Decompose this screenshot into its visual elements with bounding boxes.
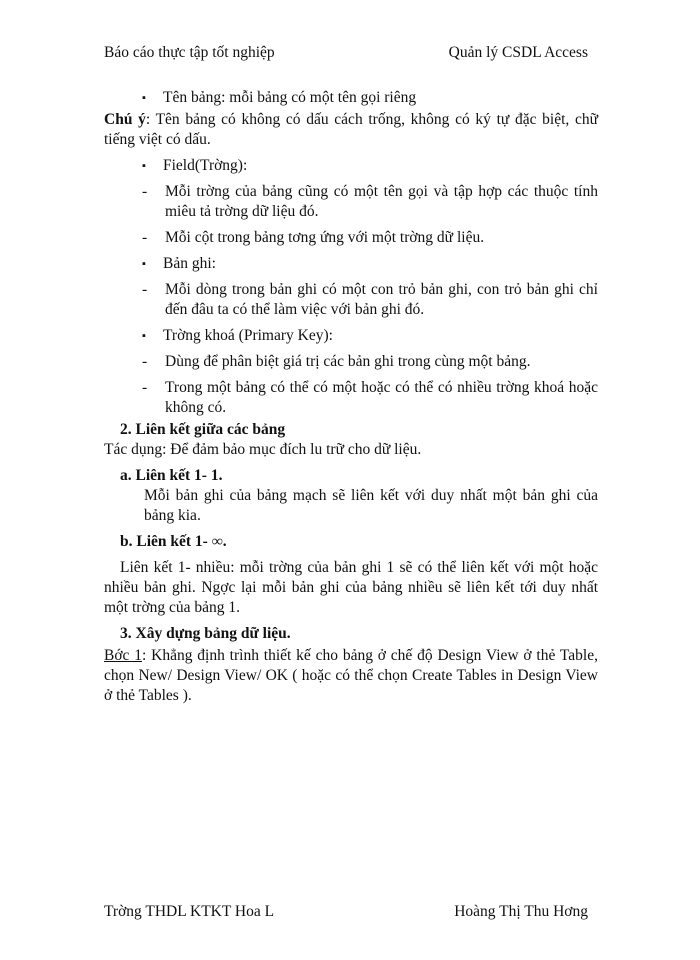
section-heading: 2. Liên kết giữa các bảng: [120, 421, 286, 438]
subsection-paragraph: [104, 558, 598, 618]
subsection-heading: a. Liên kết 1- 1.: [120, 467, 223, 484]
dash-text: Trong một bảng có thể có một hoặc có thể có nhiều trờng khoá hoặc không có.: [165, 379, 598, 416]
square-bullet-icon: ▪: [142, 160, 146, 172]
dash-text: Mỗi cột trong bảng tơng ứng với một trờng dữ liệu.: [165, 229, 485, 246]
bullet-text: Field(Trờng):: [163, 157, 248, 174]
bullet-text: Tên bảng: mỗi bảng có một tên gọi riêng: [163, 89, 417, 106]
page-body: [104, 88, 598, 706]
step-text: : Khẳng định trình thiết kế cho bảng ở chế độ Design View ở thẻ Table, chọn New/ Design View/ OK ( hoặc có thể chọn Create Tables in Design View ở thẻ Tables ).: [104, 647, 598, 704]
subsection-heading: b. Liên kết 1- ∞.: [120, 533, 227, 550]
square-bullet-icon: ▪: [142, 330, 146, 342]
footer-right-text: Hoàng Thị Thu Hơng: [454, 903, 588, 920]
page-header: [104, 44, 588, 62]
step-label: Bớc 1: [104, 647, 142, 664]
square-bullet-icon: ▪: [142, 92, 146, 104]
dash-bullet-icon: -: [142, 183, 148, 200]
bullet-item: [104, 88, 598, 108]
page-footer: [104, 903, 588, 921]
square-bullet-icon: ▪: [142, 258, 146, 270]
bullet-item: [104, 156, 598, 176]
dash-bullet-icon: -: [142, 281, 148, 298]
bullet-item: [104, 326, 598, 346]
bullet-item: [104, 254, 598, 274]
bullet-text: Trờng khoá (Primary Key):: [163, 327, 333, 344]
dash-text: Mỗi dòng trong bản ghi có một con trỏ bản ghi, con trỏ bản ghi chỉ đến đâu ta có thể làm việc với bản ghi đó.: [165, 281, 598, 318]
footer-left-text: Trờng THDL KTKT Hoa L: [104, 903, 275, 920]
dash-item: [104, 280, 598, 320]
dash-item: [104, 182, 598, 222]
dash-item: [104, 228, 598, 248]
dash-text: Dùng để phân biệt giá trị các bản ghi trong cùng một bảng.: [165, 353, 531, 370]
dash-bullet-icon: -: [142, 353, 148, 370]
paragraph-text: Liên kết 1- nhiều: mỗi trờng của bản ghi 1 sẽ có thể liên kết với một hoặc nhiều bản ghi. Ngợc lại mỗi bản ghi của bảng nhiều sẽ liên kết tới duy nhất một trờng của bảng 1.: [104, 559, 598, 616]
bullet-text: Bản ghi:: [163, 255, 216, 272]
note-text: : Tên bảng có không có dấu cách trống, không có ký tự đặc biệt, chữ tiếng việt có dấu.: [104, 111, 598, 148]
note-paragraph: [104, 110, 598, 150]
header-right-title: Quản lý CSDL Access: [448, 44, 588, 61]
section-heading: 3. Xây dựng bảng dữ liệu.: [120, 625, 291, 642]
section-paragraph: Tác dụng: Để đảm bảo mục đích lu trữ cho dữ liệu.: [104, 441, 422, 458]
dash-bullet-icon: -: [142, 229, 148, 246]
dash-bullet-icon: -: [142, 379, 148, 396]
dash-text: Mỗi trờng của bảng cũng có một tên gọi và tập hợp các thuộc tính miêu tả trờng dữ liệu đó.: [165, 183, 598, 220]
step-paragraph: [104, 646, 598, 706]
note-label: Chú ý: [104, 111, 146, 128]
subsection-paragraph: Mỗi bản ghi của bảng mạch sẽ liên kết với duy nhất một bản ghi của bảng kia.: [144, 487, 598, 524]
dash-item: [104, 352, 598, 372]
dash-item: [104, 378, 598, 418]
header-left-title: Báo cáo thực tập tốt nghiệp: [104, 44, 275, 61]
